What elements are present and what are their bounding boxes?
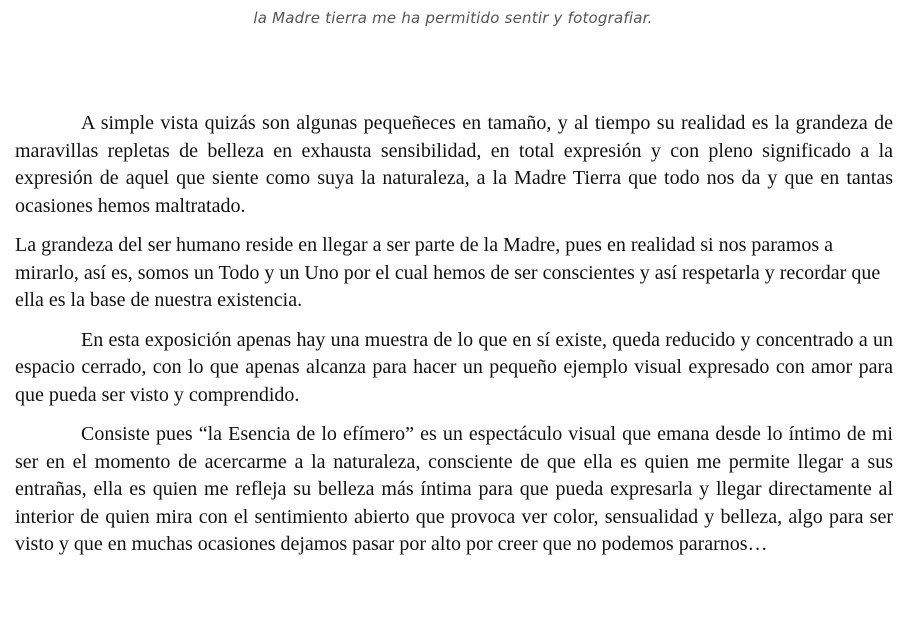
paragraph-3: En esta exposición apenas hay una muestra de lo que en sí existe, queda reducido y concentrado a un espacio cerrado, con lo que apenas alcanza para hacer un pequeño ejemplo visual expresado con amor para que pueda ser visto y comprendido. bbox=[15, 328, 893, 406]
paragraph-1: A simple vista quizás son algunas pequeñeces en tamaño, y al tiempo su realidad es la grandeza de maravillas repletas de belleza en exhausta sensibilidad, en total expresión y con pleno significado a la expresión de aquel que siente como suya la naturaleza, a la Madre Tierra que todo nos da y que en tantas ocasiones hemos maltratado. bbox=[15, 112, 893, 217]
body-text bbox=[15, 110, 893, 571]
paragraph-4: Consiste pues “la Esencia de lo efímero” es un espectáculo visual que emana desde lo íntimo de mi ser en el momento de acercarme a la naturaleza, consciente de que ella es quien me permite llegar a sus entrañas, ella es quien me refleja su belleza más íntima para que pueda expresarla y llegar directamente al interior de quien mira con el sentimiento abierto que provoca ver color, sensualidad y belleza, algo para ser visto y que en muchas ocasiones dejamos pasar por alto por creer que no podemos pararnos… bbox=[15, 423, 893, 555]
page-heading: la Madre tierra me ha permitido sentir y fotografiar. bbox=[253, 9, 653, 27]
paragraph-2: La grandeza del ser humano reside en llegar a ser parte de la Madre, pues en realidad si nos paramos a mirarlo, así es, somos un Todo y un Uno por el cual hemos de ser conscientes y así respetarla y recordar que ella es la base de nuestra existencia. bbox=[15, 234, 881, 311]
